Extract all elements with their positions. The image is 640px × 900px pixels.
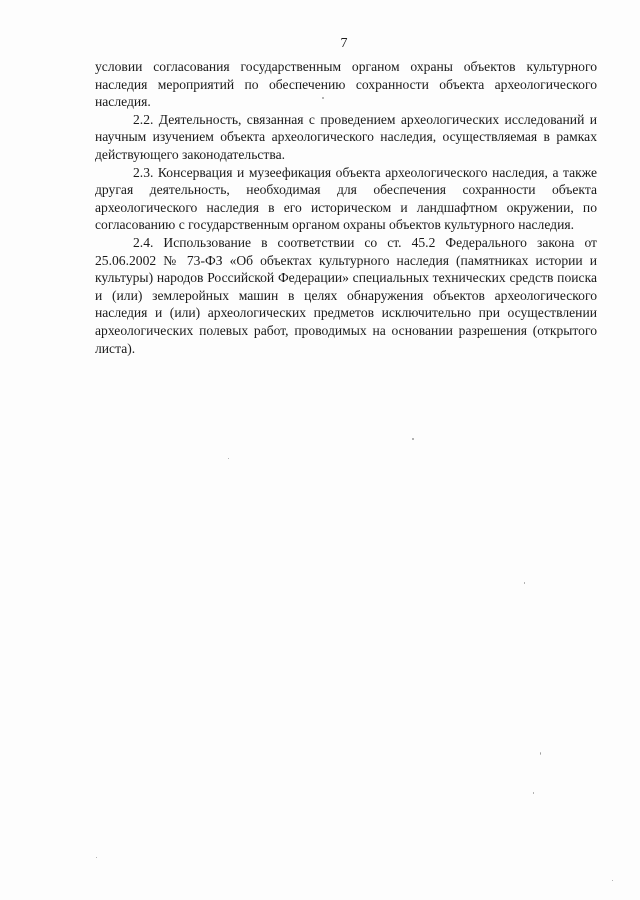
scan-speck: [322, 97, 324, 99]
paragraph-2-4: 2.4. Использование в соответствии со ст. 45.2 Федерального закона от 25.06.2002 № 73-ФЗ «Об объектах культурного наследия (памятниках истории и культуры) народов Российской Федерации» специальных технических средств поиска и (или) землеройных машин в целях обнаружения объектов археологического наследия и (или) археологических предметов исключительно при осуществлении археологических полевых работ, проводимых на основании разрешения (открытого листа).: [95, 234, 597, 356]
scan-speck: [412, 438, 414, 440]
paragraph-2-2: 2.2. Деятельность, связанная с проведением археологических исследований и научным изучением объекта археологического наследия, осуществляемая в рамках действующего законодательства.: [95, 111, 597, 162]
scan-speck: [228, 458, 229, 459]
page-number: 7: [340, 36, 348, 51]
document-body: [95, 58, 597, 357]
scan-speck: [612, 880, 613, 881]
scan-speck: [96, 857, 97, 858]
paragraph-2-3: 2.3. Консервация и музеефикация объекта археологического наследия, а также другая деятельность, необходимая для обеспечения сохранности объекта археологического наследия в его историческом и ландшафтном окружении, по согласованию с государственным органом охраны объектов культурного наследия.: [95, 164, 597, 233]
paragraph-continuation: условии согласования государственным органом охраны объектов культурного наследия мероприятий по обеспечению сохранности объекта археологического наследия.: [95, 59, 597, 110]
scan-speck: [540, 752, 541, 755]
scan-speck: [524, 582, 525, 584]
scan-speck: [533, 792, 534, 794]
